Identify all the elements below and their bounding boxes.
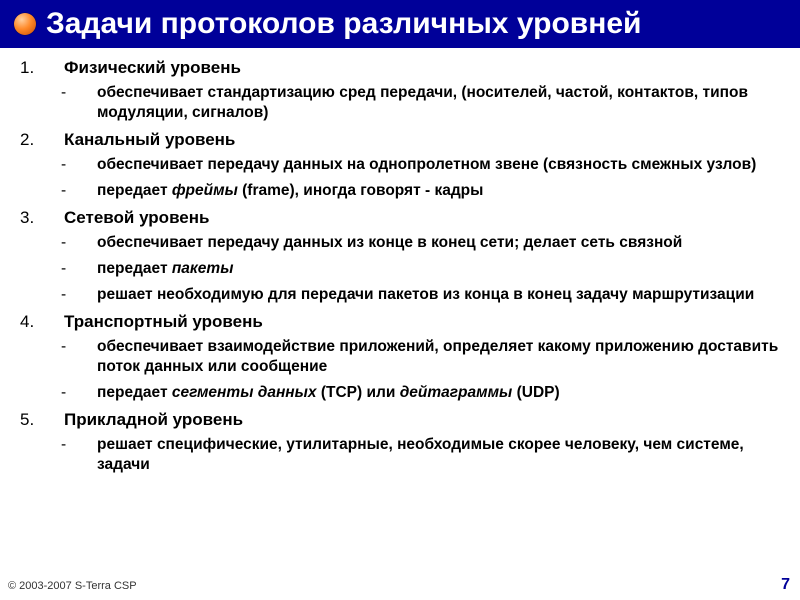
list-item-level bbox=[0, 409, 800, 431]
list-item-sub bbox=[0, 233, 800, 253]
level-label: Физический уровень bbox=[64, 58, 241, 77]
emphasized-term: дейтаграммы bbox=[399, 384, 513, 401]
list-item-level bbox=[0, 129, 800, 151]
dash-bullet: - bbox=[61, 84, 67, 101]
list-item-level bbox=[0, 57, 800, 79]
dash-bullet: - bbox=[61, 338, 67, 355]
level-number: 2. bbox=[20, 130, 35, 149]
list-item-level bbox=[0, 207, 800, 229]
sub-item-text: обеспечивает стандартизацию сред передачи, (носителей, частой, контактов, типов модуляции, сигналов) bbox=[97, 84, 748, 121]
dash-bullet: - bbox=[61, 384, 67, 401]
dash-bullet: - bbox=[61, 436, 67, 453]
sub-item-text: обеспечивает передачу данных из конце в конец сети; делает сеть связной bbox=[97, 234, 683, 251]
dash-bullet: - bbox=[61, 182, 67, 199]
list-item-sub bbox=[0, 285, 800, 305]
list-item-sub bbox=[0, 83, 800, 123]
sub-item-text: обеспечивает взаимодействие приложений, определяет какому приложению доставить поток данных или сообщение bbox=[97, 338, 779, 375]
list-item-sub bbox=[0, 383, 800, 403]
level-number: 4. bbox=[20, 312, 35, 331]
sub-item-text: (TCP) или bbox=[316, 384, 400, 401]
dash-bullet: - bbox=[61, 286, 67, 303]
slide-content bbox=[0, 57, 800, 481]
dash-bullet: - bbox=[61, 234, 67, 251]
emphasized-term: пакеты bbox=[171, 260, 234, 277]
emphasized-term: сегменты данных bbox=[171, 384, 317, 401]
emphasized-term: фреймы bbox=[171, 182, 238, 199]
sub-item-text: передает bbox=[97, 182, 172, 199]
level-label: Сетевой уровень bbox=[64, 208, 210, 227]
level-label: Канальный уровень bbox=[64, 130, 236, 149]
footer-copyright: © 2003-2007 S-Terra CSP bbox=[8, 580, 137, 592]
list-item-sub bbox=[0, 155, 800, 175]
level-label: Прикладной уровень bbox=[64, 410, 244, 429]
dash-bullet: - bbox=[61, 260, 67, 277]
page-number: 7 bbox=[781, 576, 790, 593]
sub-item-text: обеспечивает передачу данных на однопролетном звене (связность смежных узлов) bbox=[97, 156, 757, 173]
level-number: 5. bbox=[20, 410, 35, 429]
level-number: 1. bbox=[20, 58, 35, 77]
level-number: 3. bbox=[20, 208, 35, 227]
sub-item-text: передает bbox=[97, 260, 172, 277]
sub-item-text: решает специфические, утилитарные, необходимые скорее человеку, чем системе, задачи bbox=[97, 436, 744, 473]
title-bar bbox=[0, 0, 800, 48]
list-item-level bbox=[0, 311, 800, 333]
dash-bullet: - bbox=[61, 156, 67, 173]
sub-item-text: передает bbox=[97, 384, 172, 401]
orange-bullet-icon bbox=[14, 13, 36, 35]
list-item-sub bbox=[0, 435, 800, 475]
list-item-sub bbox=[0, 259, 800, 279]
list-item-sub bbox=[0, 181, 800, 201]
sub-item-text: (frame), иногда говорят - кадры bbox=[237, 182, 484, 199]
slide-title: Задачи протоколов различных уровней bbox=[46, 7, 642, 40]
sub-item-text: (UDP) bbox=[512, 384, 560, 401]
sub-item-text: решает необходимую для передачи пакетов из конца в конец задачу маршрутизации bbox=[97, 286, 755, 303]
list-item-sub bbox=[0, 337, 800, 377]
level-label: Транспортный уровень bbox=[64, 312, 263, 331]
